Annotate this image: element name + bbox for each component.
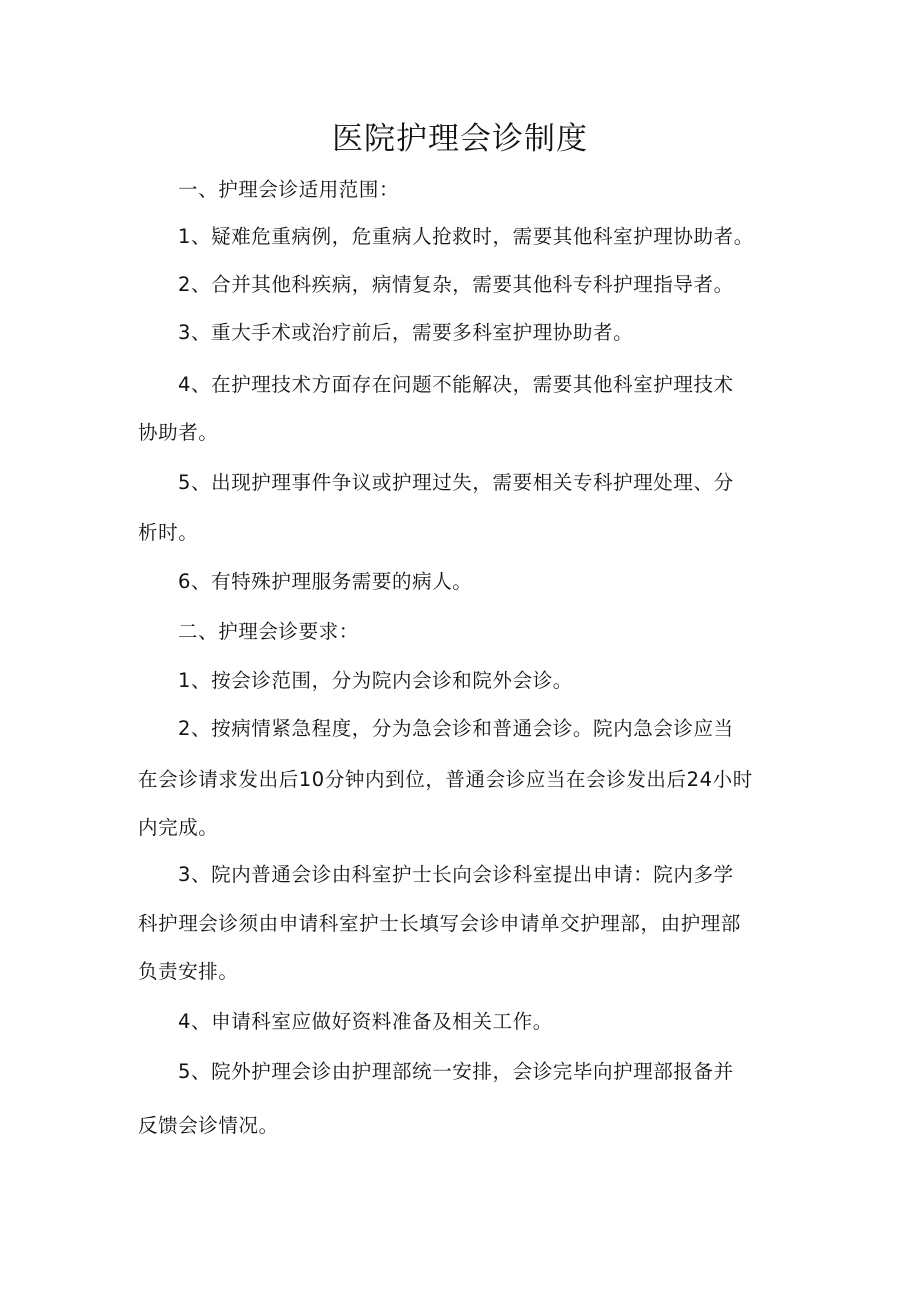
section2-item2-line3: 内完成。: [138, 816, 219, 839]
section2-item2-line1: 2、按病情紧急程度，分为急会诊和普通会诊。院内急会诊应当: [178, 717, 734, 740]
section2-item5-line2: 反馈会诊情况。: [138, 1114, 279, 1137]
section1-item3: 3、重大手术或治疗前后，需要多科室护理协助者。: [178, 321, 634, 344]
section1-item1: 1、疑难危重病例，危重病人抢救时，需要其他科室护理协助者。: [178, 225, 754, 248]
section2-heading: 二、护理会诊要求：: [178, 620, 359, 643]
section2-item2-line2: 在会诊请求发出后10分钟内到位，普通会诊应当在会诊发出后24小时: [138, 768, 753, 791]
section1-item6: 6、有特殊护理服务需要的病人。: [178, 570, 473, 593]
section1-item4-line2: 协助者。: [138, 421, 219, 444]
section1-item4-line1: 4、在护理技术方面存在问题不能解决，需要其他科室护理技术: [178, 373, 734, 396]
section1-item5-line2: 析时。: [138, 521, 199, 544]
section2-item3-line2: 科护理会诊须由申请科室护士长填写会诊申请单交护理部，由护理部: [138, 912, 742, 935]
section2-item4: 4、申请科室应做好资料准备及相关工作。: [178, 1010, 553, 1033]
section2-item5-line1: 5、院外护理会诊由护理部统一安排，会诊完毕向护理部报备并: [178, 1060, 734, 1083]
section2-item1: 1、按会诊范围，分为院内会诊和院外会诊。: [178, 669, 573, 692]
section2-item3-line1: 3、院内普通会诊由科室护士长向会诊科室提出申请：院内多学: [178, 863, 734, 886]
section2-item3-line3: 负责安排。: [138, 960, 239, 983]
section1-item2: 2、合并其他科疾病，病情复杂，需要其他科专科护理指导者。: [178, 273, 734, 296]
page-title: 医院护理会诊制度: [332, 121, 588, 157]
section1-heading: 一、护理会诊适用范围：: [178, 178, 400, 201]
section1-item5-line1: 5、出现护理事件争议或护理过失，需要相关专科护理处理、分: [178, 471, 734, 494]
